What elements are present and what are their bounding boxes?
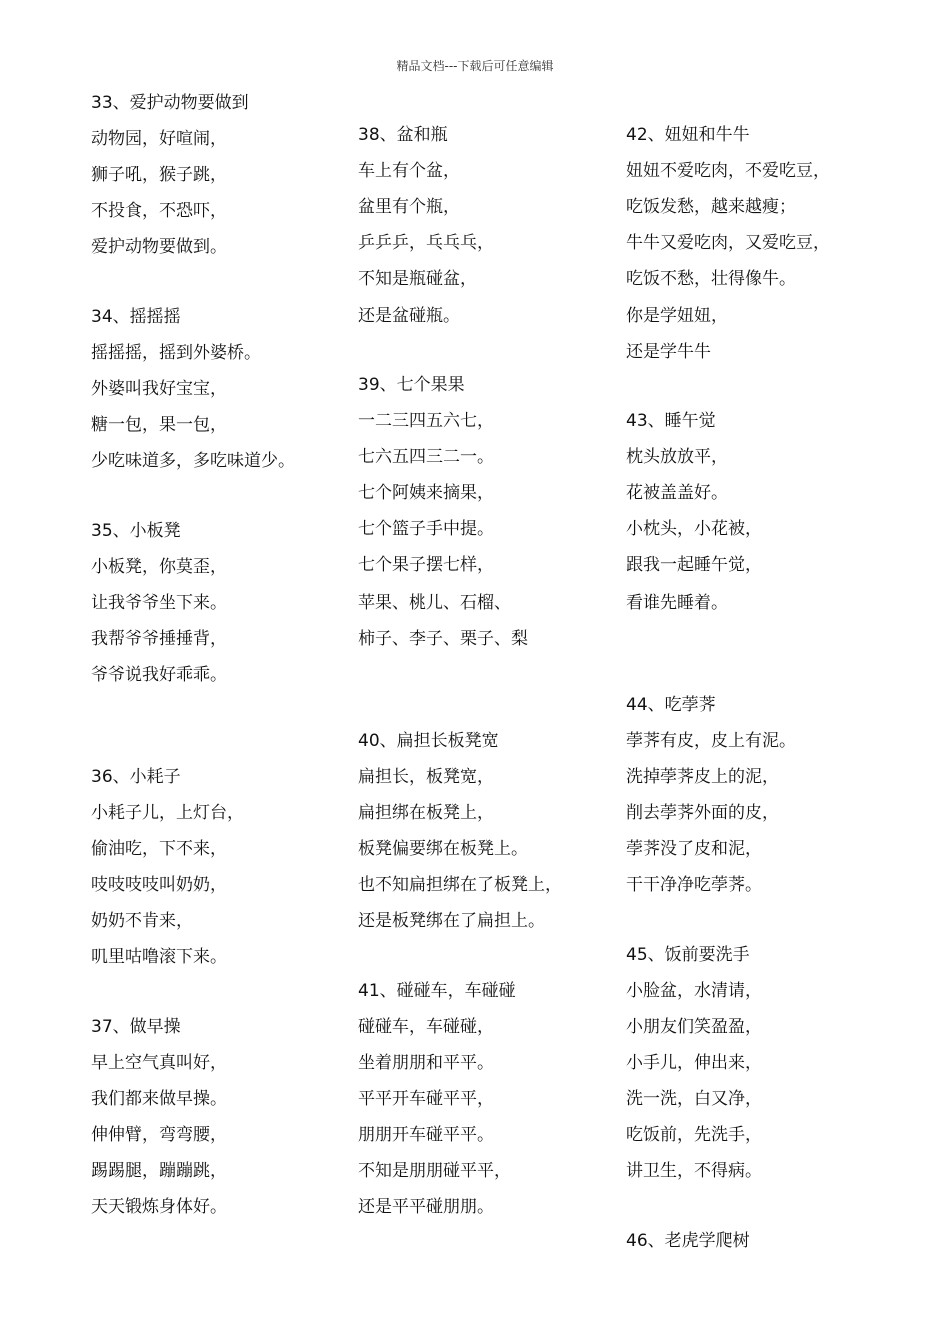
poem-line: 碰碰车，车碰碰，	[358, 1017, 494, 1037]
poem-line: 外婆叫我好宝宝，	[91, 379, 227, 399]
poem-line: 小板凳，你莫歪，	[91, 557, 227, 577]
poem-line: 踢踢腿，蹦蹦跳，	[91, 1161, 227, 1181]
poem-line: 吃饭前，先洗手，	[626, 1125, 762, 1145]
poem-line: 狮子吼，猴子跳，	[91, 165, 227, 185]
poem-line: 不投食，不恐吓，	[91, 201, 227, 221]
poem-line: 七个果子摆七样，	[358, 555, 494, 575]
poem-line: 朋朋开车碰平平。	[358, 1125, 494, 1145]
poem-line: 削去荸荠外面的皮，	[626, 803, 779, 823]
poem-line: 扁担绑在板凳上，	[358, 803, 494, 823]
poem-line: 还是平平碰朋朋。	[358, 1197, 494, 1217]
poem-line: 荸荠没了皮和泥，	[626, 839, 762, 859]
poem-line: 摇摇摇，摇到外婆桥。	[91, 343, 261, 363]
poem-line: 爷爷说我好乖乖。	[91, 665, 227, 685]
poem-line: 牛牛又爱吃肉，又爱吃豆，	[626, 233, 830, 253]
poem-line: 小朋友们笑盈盈，	[626, 1017, 762, 1037]
poem-line: 看谁先睡着。	[626, 593, 728, 613]
poem-line: 扁担长，板凳宽，	[358, 767, 494, 787]
poem-line: 吃饭不愁，壮得像牛。	[626, 269, 796, 289]
poem-line: 苹果、桃儿、石榴、	[358, 593, 511, 613]
poem-line: 七个阿姨来摘果，	[358, 483, 494, 503]
poem-line: 柿子、李子、栗子、梨	[358, 629, 528, 649]
poem-line: 乒乒乒，乓乓乓，	[358, 233, 494, 253]
poem-line: 小耗子儿，上灯台，	[91, 803, 244, 823]
poem-title: 45、饭前要洗手	[626, 945, 750, 965]
poem-line: 一二三四五六七，	[358, 411, 494, 431]
poem-title: 39、七个果果	[358, 375, 465, 395]
poem-line: 叽里咕噜滚下来。	[91, 947, 227, 967]
poem-line: 七六五四三二一。	[358, 447, 494, 467]
poem-line: 动物园，好喧闹，	[91, 129, 227, 149]
poem-line: 少吃味道多，多吃味道少。	[91, 451, 295, 471]
poem-line: 也不知扁担绑在了板凳上，	[358, 875, 562, 895]
poem-title: 37、做早操	[91, 1017, 181, 1037]
poem-line: 伸伸臂，弯弯腰，	[91, 1125, 227, 1145]
poem-line: 坐着朋朋和平平。	[358, 1053, 494, 1073]
poem-title: 46、老虎学爬树	[626, 1231, 750, 1251]
poem-title: 35、小板凳	[91, 521, 181, 541]
poem-line: 小脸盆，水清请，	[626, 981, 762, 1001]
poem-line: 车上有个盆，	[358, 161, 460, 181]
poem-title: 34、摇摇摇	[91, 307, 181, 327]
poem-line: 天天锻炼身体好。	[91, 1197, 227, 1217]
poem-line: 洗掉荸荠皮上的泥，	[626, 767, 779, 787]
poem-title: 40、扁担长板凳宽	[358, 731, 499, 751]
page-header: 精品文档---下载后可任意编辑	[396, 59, 554, 73]
poem-line: 早上空气真叫好，	[91, 1053, 227, 1073]
poem-title: 33、爱护动物要做到	[91, 93, 249, 113]
poem-line: 小手儿，伸出来，	[626, 1053, 762, 1073]
poem-line: 妞妞不爱吃肉，不爱吃豆，	[626, 161, 830, 181]
poem-title: 36、小耗子	[91, 767, 181, 787]
poem-line: 讲卫生，不得病。	[626, 1161, 762, 1181]
poem-line: 奶奶不肯来，	[91, 911, 193, 931]
poem-line: 糖一包，果一包，	[91, 415, 227, 435]
poem-line: 盆里有个瓶，	[358, 197, 460, 217]
poem-line: 花被盖盖好。	[626, 483, 728, 503]
poem-line: 干干净净吃荸荠。	[626, 875, 762, 895]
poem-line: 偷油吃，下不来，	[91, 839, 227, 859]
poem-title: 42、妞妞和牛牛	[626, 125, 750, 145]
poem-title: 44、吃荸荠	[626, 695, 716, 715]
poem-line: 小枕头，小花被，	[626, 519, 762, 539]
poem-line: 我帮爷爷捶捶背，	[91, 629, 227, 649]
poem-line: 枕头放放平，	[626, 447, 728, 467]
poem-line: 跟我一起睡午觉，	[626, 555, 762, 575]
poem-title: 43、睡午觉	[626, 411, 716, 431]
poem-line: 还是板凳绑在了扁担上。	[358, 911, 545, 931]
poem-line: 让我爷爷坐下来。	[91, 593, 227, 613]
poem-line: 不知是瓶碰盆，	[358, 269, 477, 289]
poem-line: 我们都来做早操。	[91, 1089, 227, 1109]
poem-line: 你是学妞妞，	[626, 306, 728, 326]
poem-line: 爱护动物要做到。	[91, 237, 227, 257]
poem-title: 38、盆和瓶	[358, 125, 448, 145]
poem-line: 还是盆碰瓶。	[358, 306, 460, 326]
poem-line: 洗一洗，白又净，	[626, 1089, 762, 1109]
poem-line: 还是学牛牛	[626, 342, 711, 362]
poem-line: 板凳偏要绑在板凳上。	[358, 839, 528, 859]
poem-title: 41、碰碰车，车碰碰	[358, 981, 516, 1001]
poem-line: 七个篮子手中提。	[358, 519, 494, 539]
poem-line: 吃饭发愁，越来越瘦；	[626, 197, 796, 217]
poem-line: 荸荠有皮，皮上有泥。	[626, 731, 796, 751]
poem-line: 不知是朋朋碰平平，	[358, 1161, 511, 1181]
poem-line: 平平开车碰平平，	[358, 1089, 494, 1109]
poem-line: 吱吱吱吱叫奶奶，	[91, 875, 227, 895]
